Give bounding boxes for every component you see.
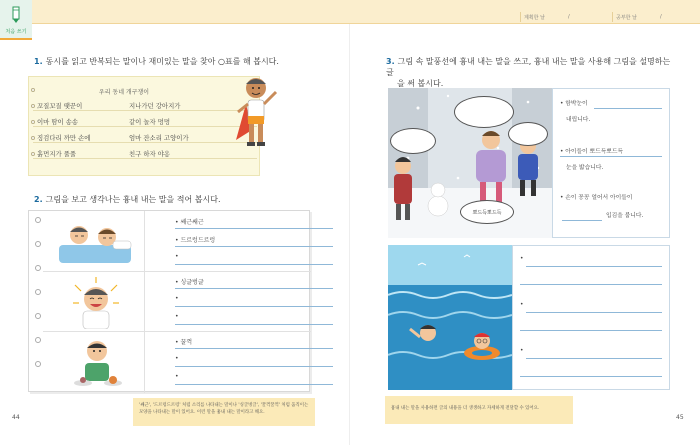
notebook-line bbox=[33, 126, 257, 127]
answer-text: • bbox=[520, 256, 524, 262]
answer-text: 눈을 밟습니다. bbox=[566, 165, 604, 171]
poem-line: 친구 하자 야옹 bbox=[129, 150, 171, 158]
answer-text: • bbox=[175, 295, 179, 302]
poem-line: 꼬질꼬질 땟꾼이 bbox=[37, 102, 83, 110]
answer-text: • 꿀꺽 bbox=[175, 339, 193, 346]
answer-line[interactable] bbox=[526, 266, 662, 267]
page-gutter bbox=[349, 24, 350, 445]
notebook-line bbox=[33, 110, 257, 111]
sea-scene-illustration bbox=[388, 245, 512, 390]
smiling-man-illustration bbox=[69, 275, 123, 329]
question-number: 1. bbox=[34, 57, 43, 66]
page-number: 44 bbox=[12, 414, 20, 421]
answer-text: • 손이 꽁꽁 얼어서 아이들이 bbox=[560, 195, 633, 201]
notebook-ring bbox=[31, 120, 35, 124]
poem-title: 우리 동네 개구쟁이 bbox=[98, 89, 150, 96]
answer-line[interactable] bbox=[175, 246, 333, 247]
answer-text: 내립니다. bbox=[566, 117, 591, 123]
question-number: 2. bbox=[34, 195, 43, 204]
date-separator bbox=[520, 12, 521, 22]
snow-scene-illustration bbox=[388, 88, 552, 238]
answer-text: • bbox=[175, 313, 179, 320]
notebook-ring bbox=[31, 88, 35, 92]
answer-text: • 쌔근쌔근 bbox=[175, 219, 204, 226]
answer-text: • 드르렁드르렁 bbox=[175, 237, 216, 244]
plan-date-label: 계획한 날 bbox=[524, 15, 545, 21]
poem-line: 징검다리 까만 손에 bbox=[37, 134, 91, 142]
answer-text: • bbox=[520, 348, 524, 354]
question-text: 을 써 봅시다. bbox=[397, 79, 444, 88]
card-divider bbox=[43, 271, 311, 272]
study-date-label: 공부한 날 bbox=[616, 15, 637, 21]
study-date-slash: / bbox=[660, 14, 662, 20]
answer-line[interactable] bbox=[175, 306, 333, 307]
notebook-ring bbox=[31, 104, 35, 108]
answer-line[interactable] bbox=[175, 348, 333, 349]
poem-line: 이마 땀이 송송 bbox=[37, 118, 79, 126]
speech-bubble[interactable] bbox=[508, 122, 548, 146]
answer-text: • 아이들이 뽀드득뽀드득 bbox=[560, 149, 624, 155]
answer-line[interactable] bbox=[526, 312, 662, 313]
answer-text: • bbox=[175, 355, 179, 362]
notebook-line bbox=[33, 142, 257, 143]
card-hole bbox=[35, 313, 41, 319]
answer-line[interactable] bbox=[175, 288, 333, 289]
poem-line: 지나가던 강아지가 bbox=[129, 102, 181, 110]
sleeping-kids-illustration bbox=[55, 215, 135, 269]
card-hole bbox=[35, 289, 41, 295]
answer-line[interactable] bbox=[175, 264, 333, 265]
answer-text: • 함박눈이 bbox=[560, 101, 588, 107]
card-hole bbox=[35, 337, 41, 343]
answer-line[interactable] bbox=[560, 156, 662, 157]
section-label: 처음 쓰기 bbox=[5, 29, 27, 35]
answer-line[interactable] bbox=[175, 366, 333, 367]
answer-text: 입김을 붑니다. bbox=[606, 213, 644, 219]
speech-bubble[interactable] bbox=[390, 128, 436, 154]
poem-line: 엄마 잔소리 고양이가 bbox=[129, 134, 189, 142]
question-text: 동시를 읽고 반복되는 말이나 재미있는 말을 찾아 ○표를 해 봅시다. bbox=[45, 57, 279, 66]
poem-notebook bbox=[28, 76, 260, 176]
question-number: 3. bbox=[386, 57, 395, 66]
notebook-ring bbox=[31, 136, 35, 140]
card-hole bbox=[35, 265, 41, 271]
answer-text: • bbox=[175, 253, 179, 260]
question-1 bbox=[34, 56, 279, 67]
answer-text: • 싱글벙글 bbox=[175, 279, 204, 286]
question-text: 그림 속 말풍선에 흉내 내는 말을 쓰고, 흉내 내는 말을 사용해 그림을 설명하는 글 bbox=[386, 57, 671, 77]
answer-line[interactable] bbox=[175, 324, 333, 325]
card-hole bbox=[35, 217, 41, 223]
question-2 bbox=[34, 194, 221, 205]
tip-note: '쌔근', '드르렁드르렁' 처럼 소리를 나타내는 말이나 '싱글벙글', '꿀꺽꿀꺽' 처럼 움직이는 모양을 나타내는 말이 있어요. 이런 말을 흉내 내는 말이라고 해요. bbox=[133, 398, 315, 426]
card-hole bbox=[35, 361, 41, 367]
question-text: 그림을 보고 생각나는 흉내 내는 말을 적어 봅시다. bbox=[45, 195, 221, 204]
tip-note: 흉내 내는 말을 사용하면 글의 내용을 더 생생하고 자세하게 전달할 수 있어요. bbox=[385, 396, 573, 424]
answer-text: • bbox=[175, 373, 179, 380]
answer-card bbox=[28, 210, 310, 392]
boy-hero-illustration bbox=[232, 70, 280, 156]
header-bar bbox=[32, 0, 700, 24]
notebook-line bbox=[33, 158, 257, 159]
question-3 bbox=[386, 56, 678, 89]
answer-text: • bbox=[520, 302, 524, 308]
date-separator bbox=[612, 12, 613, 22]
header-divider bbox=[32, 23, 700, 24]
answer-line[interactable] bbox=[562, 220, 602, 221]
poem-line: 흙먼지가 풀풀 bbox=[37, 150, 77, 158]
answer-line[interactable] bbox=[175, 228, 333, 229]
pencil-icon bbox=[11, 6, 21, 24]
answer-line[interactable] bbox=[526, 358, 662, 359]
boy-eating-illustration bbox=[69, 335, 129, 389]
speech-bubble[interactable] bbox=[454, 96, 514, 128]
card-hole bbox=[35, 241, 41, 247]
answer-line[interactable] bbox=[520, 376, 662, 377]
speech-bubble-text: 뽀드득뽀드득 bbox=[460, 200, 514, 224]
answer-line[interactable] bbox=[594, 108, 662, 109]
answer-line[interactable] bbox=[520, 330, 662, 331]
sea-scene-drawing bbox=[388, 245, 512, 390]
page-number: 45 bbox=[676, 414, 684, 421]
section-tab bbox=[0, 0, 32, 40]
plan-date-slash: / bbox=[568, 14, 570, 20]
poem-line: 같이 놀자 멍멍 bbox=[129, 118, 171, 126]
answer-line[interactable] bbox=[520, 284, 662, 285]
card-divider bbox=[144, 211, 145, 393]
notebook-ring bbox=[31, 152, 35, 156]
answer-line[interactable] bbox=[175, 384, 333, 385]
card-divider bbox=[43, 331, 311, 332]
